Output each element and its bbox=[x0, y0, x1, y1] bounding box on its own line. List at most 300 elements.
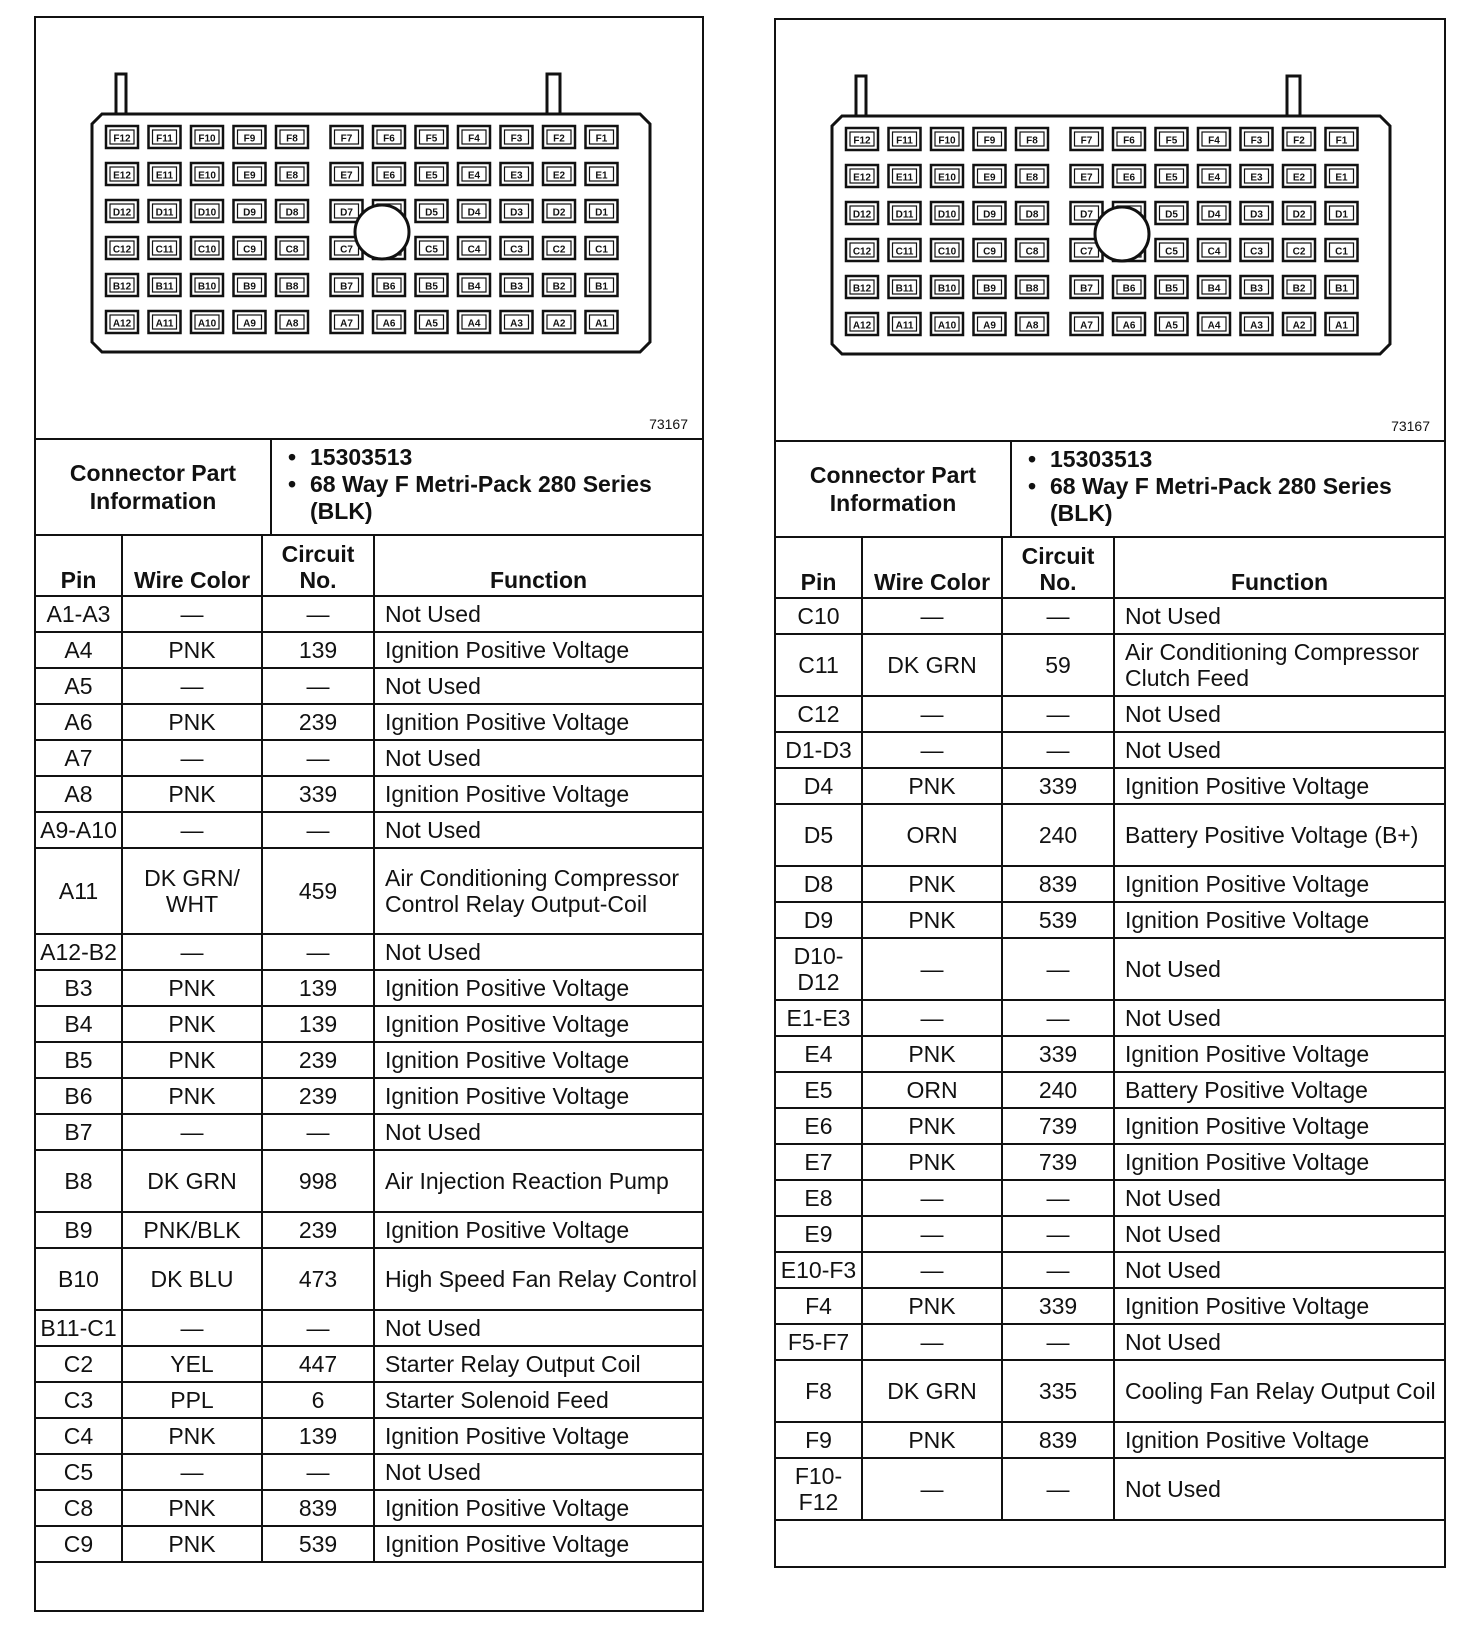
terminal-cavity-f3 bbox=[501, 126, 533, 148]
svg-text:B7: B7 bbox=[1080, 283, 1093, 295]
svg-text:F9: F9 bbox=[243, 133, 256, 145]
svg-text:F12: F12 bbox=[113, 133, 131, 145]
svg-text:C2: C2 bbox=[1292, 246, 1306, 258]
svg-text:E2: E2 bbox=[552, 170, 566, 182]
terminal-cavity-e3 bbox=[1241, 165, 1273, 187]
function-cell: Ignition Positive Voltage bbox=[374, 970, 702, 1006]
pin-cell: E1-E3 bbox=[776, 1000, 862, 1036]
terminal-cavity-b7 bbox=[331, 274, 363, 296]
svg-text:D11: D11 bbox=[155, 207, 174, 219]
wire-color-cell: PNK bbox=[862, 1144, 1002, 1180]
svg-text:D3: D3 bbox=[1250, 209, 1263, 221]
terminal-cavity-b8 bbox=[276, 274, 308, 296]
function-cell: Not Used bbox=[1114, 696, 1444, 732]
function-cell: Ignition Positive Voltage bbox=[1114, 902, 1444, 938]
terminal-cavity-d10 bbox=[931, 202, 963, 224]
header-wire-color: Wire Color bbox=[122, 536, 262, 596]
terminal-cavity-a1 bbox=[586, 311, 618, 333]
terminal-cavity-f8 bbox=[276, 126, 308, 148]
header-circuit-no: Circuit No. bbox=[1002, 538, 1114, 598]
circuit-cell: 473 bbox=[262, 1248, 374, 1310]
terminal-cavity-d4 bbox=[1198, 202, 1230, 224]
svg-text:A12: A12 bbox=[852, 320, 872, 332]
wire-color-cell: — bbox=[862, 1252, 1002, 1288]
svg-text:D1: D1 bbox=[595, 207, 608, 219]
pin-cell: E10-F3 bbox=[776, 1252, 862, 1288]
pin-cell: F10- F12 bbox=[776, 1458, 862, 1520]
connector-face-diagram bbox=[776, 20, 1444, 440]
terminal-cavity-d5 bbox=[1156, 202, 1188, 224]
svg-text:B10: B10 bbox=[197, 281, 217, 293]
terminal-cavity-d11 bbox=[149, 200, 181, 222]
wire-color-cell: — bbox=[122, 812, 262, 848]
svg-text:E9: E9 bbox=[243, 170, 256, 182]
svg-text:A12: A12 bbox=[112, 318, 132, 330]
function-cell: Not Used bbox=[1114, 1324, 1444, 1360]
function-cell: Ignition Positive Voltage bbox=[374, 1212, 702, 1248]
pin-cell: D10- D12 bbox=[776, 938, 862, 1000]
function-cell: Not Used bbox=[1114, 598, 1444, 634]
circuit-cell: — bbox=[262, 1454, 374, 1490]
function-cell: Starter Relay Output Coil bbox=[374, 1346, 702, 1382]
terminal-cavity-c8 bbox=[276, 237, 308, 259]
wire-color-cell: — bbox=[122, 1310, 262, 1346]
terminal-cavity-f1 bbox=[586, 126, 618, 148]
wire-color-cell: PNK bbox=[122, 1490, 262, 1526]
svg-text:B6: B6 bbox=[1122, 283, 1136, 295]
function-cell: Ignition Positive Voltage bbox=[374, 1490, 702, 1526]
wire-color-cell: PNK bbox=[862, 1036, 1002, 1072]
terminal-cavity-a6 bbox=[1113, 313, 1145, 335]
svg-text:B1: B1 bbox=[595, 281, 608, 293]
svg-text:C11: C11 bbox=[155, 244, 174, 256]
figure-number: 73167 bbox=[1391, 418, 1430, 434]
terminal-cavity-b3 bbox=[1241, 276, 1273, 298]
circuit-cell: 539 bbox=[1002, 902, 1114, 938]
svg-text:D11: D11 bbox=[895, 209, 914, 221]
terminal-cavity-b1 bbox=[1326, 276, 1358, 298]
svg-text:B7: B7 bbox=[340, 281, 353, 293]
svg-text:A1: A1 bbox=[595, 318, 608, 330]
svg-text:A8: A8 bbox=[285, 318, 299, 330]
function-cell: Not Used bbox=[374, 1454, 702, 1490]
svg-text:B1: B1 bbox=[1335, 283, 1348, 295]
terminal-cavity-c11 bbox=[889, 239, 921, 261]
svg-text:E9: E9 bbox=[983, 172, 996, 184]
terminal-cavity-a10 bbox=[191, 311, 223, 333]
svg-text:A5: A5 bbox=[425, 318, 438, 330]
terminal-cavity-b6 bbox=[1113, 276, 1145, 298]
wire-color-cell: DK GRN bbox=[862, 634, 1002, 696]
svg-text:F3: F3 bbox=[1250, 135, 1263, 147]
connector-panel-right bbox=[774, 18, 1446, 1568]
terminal-cavity-e5 bbox=[1156, 165, 1188, 187]
wire-color-cell: PNK bbox=[862, 1108, 1002, 1144]
circuit-cell: 139 bbox=[262, 632, 374, 668]
pin-cell: C3 bbox=[36, 1382, 122, 1418]
svg-text:C9: C9 bbox=[243, 244, 256, 256]
svg-text:A4: A4 bbox=[467, 318, 481, 330]
pin-cell: B4 bbox=[36, 1006, 122, 1042]
terminal-cavity-b4 bbox=[1198, 276, 1230, 298]
terminal-cavity-d3 bbox=[501, 200, 533, 222]
table-row bbox=[36, 934, 702, 970]
svg-text:A2: A2 bbox=[552, 318, 566, 330]
function-cell: Not Used bbox=[1114, 732, 1444, 768]
table-row bbox=[36, 1212, 702, 1248]
svg-text:E7: E7 bbox=[340, 170, 353, 182]
terminal-cavity-d4 bbox=[458, 200, 490, 222]
function-cell: Ignition Positive Voltage bbox=[374, 1526, 702, 1562]
connector-key-circle bbox=[1095, 207, 1149, 261]
svg-text:E4: E4 bbox=[1207, 172, 1221, 184]
svg-text:F6: F6 bbox=[383, 133, 395, 145]
svg-text:F10: F10 bbox=[198, 133, 216, 145]
function-cell: Not Used bbox=[1114, 938, 1444, 1000]
table-row bbox=[776, 1216, 1444, 1252]
table-row bbox=[776, 866, 1444, 902]
wire-color-cell: DK GRN bbox=[862, 1360, 1002, 1422]
terminal-cavity-c9 bbox=[234, 237, 266, 259]
svg-text:B10: B10 bbox=[937, 283, 957, 295]
svg-text:F4: F4 bbox=[468, 133, 480, 145]
svg-text:D2: D2 bbox=[552, 207, 566, 219]
circuit-cell: — bbox=[262, 812, 374, 848]
table-row bbox=[36, 1490, 702, 1526]
terminal-cavity-f1 bbox=[1326, 128, 1358, 150]
part-number: • 15303513 bbox=[1050, 446, 1444, 473]
connector-diagram bbox=[776, 20, 1444, 442]
svg-text:B12: B12 bbox=[852, 283, 872, 295]
pin-cell: A11 bbox=[36, 848, 122, 934]
header-pin: Pin bbox=[776, 538, 862, 598]
terminal-cavity-a6 bbox=[373, 311, 405, 333]
terminal-cavity-a3 bbox=[501, 311, 533, 333]
table-row bbox=[36, 776, 702, 812]
wire-color-cell: PNK bbox=[862, 1422, 1002, 1458]
terminal-cavity-e8 bbox=[1016, 165, 1048, 187]
terminal-cavity-d1 bbox=[586, 200, 618, 222]
svg-text:B12: B12 bbox=[112, 281, 132, 293]
table-row bbox=[36, 812, 702, 848]
svg-text:C8: C8 bbox=[285, 244, 299, 256]
terminal-cavity-f2 bbox=[543, 126, 575, 148]
svg-text:E12: E12 bbox=[113, 170, 131, 182]
svg-text:F7: F7 bbox=[1080, 135, 1093, 147]
svg-text:C2: C2 bbox=[552, 244, 566, 256]
table-row bbox=[776, 1000, 1444, 1036]
pin-cell: D9 bbox=[776, 902, 862, 938]
table-row bbox=[776, 696, 1444, 732]
svg-text:D5: D5 bbox=[425, 207, 438, 219]
circuit-cell: — bbox=[1002, 1458, 1114, 1520]
terminal-cavity-e12 bbox=[846, 165, 878, 187]
wire-color-cell: PNK bbox=[122, 970, 262, 1006]
svg-text:F3: F3 bbox=[510, 133, 523, 145]
svg-text:E7: E7 bbox=[1080, 172, 1093, 184]
terminal-cavity-b12 bbox=[106, 274, 138, 296]
terminal-cavity-e11 bbox=[149, 163, 181, 185]
terminal-cavity-a3 bbox=[1241, 313, 1273, 335]
svg-text:B3: B3 bbox=[510, 281, 523, 293]
circuit-cell: 339 bbox=[1002, 768, 1114, 804]
table-row bbox=[776, 1324, 1444, 1360]
terminal-cavity-b10 bbox=[191, 274, 223, 296]
circuit-cell: 239 bbox=[262, 1078, 374, 1114]
terminal-cavity-a8 bbox=[1016, 313, 1048, 335]
svg-text:F1: F1 bbox=[595, 133, 608, 145]
svg-text:C5: C5 bbox=[425, 244, 438, 256]
terminal-cavity-d11 bbox=[889, 202, 921, 224]
svg-text:E10: E10 bbox=[198, 170, 216, 182]
connector-part-info-items bbox=[1012, 442, 1444, 536]
wire-color-cell: PNK bbox=[122, 632, 262, 668]
circuit-cell: 339 bbox=[1002, 1036, 1114, 1072]
terminal-cavity-c9 bbox=[974, 239, 1006, 261]
svg-text:D9: D9 bbox=[243, 207, 256, 219]
svg-text:C1: C1 bbox=[595, 244, 608, 256]
circuit-cell: 335 bbox=[1002, 1360, 1114, 1422]
terminal-cavity-a5 bbox=[1156, 313, 1188, 335]
terminal-cavity-e2 bbox=[1283, 165, 1315, 187]
svg-text:B8: B8 bbox=[285, 281, 299, 293]
pin-cell: D5 bbox=[776, 804, 862, 866]
svg-text:E2: E2 bbox=[1292, 172, 1306, 184]
svg-text:B5: B5 bbox=[425, 281, 438, 293]
terminal-cavity-a2 bbox=[1283, 313, 1315, 335]
pin-cell: B5 bbox=[36, 1042, 122, 1078]
terminal-cavity-d1 bbox=[1326, 202, 1358, 224]
terminal-cavity-a8 bbox=[276, 311, 308, 333]
connector-type: • 68 Way F Metri-Pack 280 Series (BLK) bbox=[310, 471, 702, 525]
table-row bbox=[776, 902, 1444, 938]
terminal-cavity-b7 bbox=[1071, 276, 1103, 298]
wire-color-cell: PNK bbox=[122, 1006, 262, 1042]
pin-cell: F9 bbox=[776, 1422, 862, 1458]
circuit-cell: 739 bbox=[1002, 1144, 1114, 1180]
terminal-cavity-c4 bbox=[1198, 239, 1230, 261]
circuit-cell: 239 bbox=[262, 704, 374, 740]
terminal-cavity-f7 bbox=[331, 126, 363, 148]
svg-text:F8: F8 bbox=[286, 133, 298, 145]
terminal-cavity-f9 bbox=[234, 126, 266, 148]
wire-color-cell: — bbox=[862, 696, 1002, 732]
circuit-cell: — bbox=[1002, 696, 1114, 732]
circuit-cell: — bbox=[1002, 732, 1114, 768]
table-row bbox=[36, 848, 702, 934]
wire-color-cell: PNK bbox=[122, 1418, 262, 1454]
wire-color-cell: — bbox=[122, 1114, 262, 1150]
wire-color-cell: DK GRN/ WHT bbox=[122, 848, 262, 934]
function-cell: Ignition Positive Voltage bbox=[374, 1078, 702, 1114]
function-cell: Not Used bbox=[374, 1114, 702, 1150]
svg-text:A6: A6 bbox=[382, 318, 396, 330]
circuit-cell: 839 bbox=[262, 1490, 374, 1526]
circuit-cell: 447 bbox=[262, 1346, 374, 1382]
pin-cell: A12-B2 bbox=[36, 934, 122, 970]
svg-text:A7: A7 bbox=[340, 318, 353, 330]
function-cell: Battery Positive Voltage bbox=[1114, 1072, 1444, 1108]
function-cell: Ignition Positive Voltage bbox=[1114, 1108, 1444, 1144]
terminal-cavity-f5 bbox=[1156, 128, 1188, 150]
function-cell: Not Used bbox=[1114, 1252, 1444, 1288]
pin-cell: A5 bbox=[36, 668, 122, 704]
svg-text:C8: C8 bbox=[1025, 246, 1039, 258]
function-cell: Not Used bbox=[1114, 1180, 1444, 1216]
terminal-cavity-f8 bbox=[1016, 128, 1048, 150]
connector-face-diagram bbox=[36, 18, 702, 438]
function-cell: Not Used bbox=[1114, 1216, 1444, 1252]
terminal-cavity-a7 bbox=[1071, 313, 1103, 335]
circuit-cell: — bbox=[262, 668, 374, 704]
terminal-cavity-a12 bbox=[106, 311, 138, 333]
svg-text:D5: D5 bbox=[1165, 209, 1178, 221]
svg-text:B2: B2 bbox=[1292, 283, 1306, 295]
circuit-cell: — bbox=[262, 740, 374, 776]
circuit-cell: — bbox=[1002, 938, 1114, 1000]
svg-text:B5: B5 bbox=[1165, 283, 1178, 295]
terminal-cavity-a4 bbox=[458, 311, 490, 333]
table-row bbox=[36, 1150, 702, 1212]
wire-color-cell: PNK bbox=[122, 1042, 262, 1078]
table-row bbox=[776, 598, 1444, 634]
terminal-cavity-f10 bbox=[931, 128, 963, 150]
terminal-cavity-b10 bbox=[931, 276, 963, 298]
wire-color-cell: PPL bbox=[122, 1382, 262, 1418]
svg-text:A3: A3 bbox=[510, 318, 523, 330]
function-cell: Ignition Positive Voltage bbox=[1114, 768, 1444, 804]
circuit-cell: 239 bbox=[262, 1212, 374, 1248]
terminal-cavity-f3 bbox=[1241, 128, 1273, 150]
terminal-cavity-b11 bbox=[889, 276, 921, 298]
svg-text:D9: D9 bbox=[983, 209, 996, 221]
circuit-cell: 139 bbox=[262, 1418, 374, 1454]
svg-text:C5: C5 bbox=[1165, 246, 1178, 258]
circuit-cell: 739 bbox=[1002, 1108, 1114, 1144]
header-pin: Pin bbox=[36, 536, 122, 596]
svg-text:D10: D10 bbox=[197, 207, 217, 219]
svg-text:E3: E3 bbox=[1250, 172, 1263, 184]
table-row bbox=[36, 704, 702, 740]
function-cell: Battery Positive Voltage (B+) bbox=[1114, 804, 1444, 866]
circuit-cell: 839 bbox=[1002, 1422, 1114, 1458]
circuit-cell: 240 bbox=[1002, 1072, 1114, 1108]
terminal-cavity-e12 bbox=[106, 163, 138, 185]
terminal-cavity-c10 bbox=[931, 239, 963, 261]
svg-text:C1: C1 bbox=[1335, 246, 1348, 258]
function-cell: High Speed Fan Relay Control bbox=[374, 1248, 702, 1310]
terminal-cavity-f11 bbox=[889, 128, 921, 150]
terminal-cavity-b5 bbox=[416, 274, 448, 296]
svg-text:F2: F2 bbox=[1293, 135, 1305, 147]
pin-cell: D4 bbox=[776, 768, 862, 804]
circuit-cell: 139 bbox=[262, 1006, 374, 1042]
terminal-cavity-e7 bbox=[1071, 165, 1103, 187]
svg-text:E3: E3 bbox=[510, 170, 523, 182]
svg-text:D7: D7 bbox=[1080, 209, 1093, 221]
function-cell: Not Used bbox=[374, 596, 702, 632]
pin-cell: F4 bbox=[776, 1288, 862, 1324]
svg-text:A9: A9 bbox=[983, 320, 996, 332]
pin-table bbox=[776, 538, 1444, 1521]
svg-text:F9: F9 bbox=[983, 135, 996, 147]
table-row bbox=[776, 938, 1444, 1000]
terminal-cavity-e2 bbox=[543, 163, 575, 185]
connector-part-info bbox=[36, 440, 702, 536]
terminal-cavity-b6 bbox=[373, 274, 405, 296]
terminal-cavity-c1 bbox=[1326, 239, 1358, 261]
svg-text:D4: D4 bbox=[1207, 209, 1221, 221]
svg-text:D7: D7 bbox=[340, 207, 353, 219]
table-row bbox=[36, 1346, 702, 1382]
table-row bbox=[36, 1248, 702, 1310]
pin-cell: E7 bbox=[776, 1144, 862, 1180]
pin-cell: C10 bbox=[776, 598, 862, 634]
wire-color-cell: — bbox=[862, 732, 1002, 768]
svg-text:C9: C9 bbox=[983, 246, 996, 258]
svg-text:E8: E8 bbox=[285, 170, 299, 182]
connector-part-info-label: Connector Part Information bbox=[36, 440, 272, 534]
svg-text:E11: E11 bbox=[895, 172, 914, 184]
circuit-cell: 998 bbox=[262, 1150, 374, 1212]
wire-color-cell: PNK bbox=[122, 776, 262, 812]
function-cell: Ignition Positive Voltage bbox=[374, 632, 702, 668]
svg-text:B6: B6 bbox=[382, 281, 396, 293]
terminal-cavity-a9 bbox=[234, 311, 266, 333]
terminal-cavity-c11 bbox=[149, 237, 181, 259]
circuit-cell: 539 bbox=[262, 1526, 374, 1562]
wire-color-cell: — bbox=[122, 596, 262, 632]
circuit-cell: — bbox=[262, 1114, 374, 1150]
circuit-cell: 239 bbox=[262, 1042, 374, 1078]
function-cell: Ignition Positive Voltage bbox=[374, 1418, 702, 1454]
terminal-cavity-a2 bbox=[543, 311, 575, 333]
table-row bbox=[776, 1072, 1444, 1108]
terminal-cavity-c12 bbox=[106, 237, 138, 259]
connector-part-info-items bbox=[272, 440, 702, 534]
pin-cell: B3 bbox=[36, 970, 122, 1006]
circuit-cell: — bbox=[1002, 1216, 1114, 1252]
svg-text:A5: A5 bbox=[1165, 320, 1178, 332]
table-row bbox=[36, 1078, 702, 1114]
connector-panel-left bbox=[34, 16, 704, 1612]
wire-color-cell: PNK bbox=[862, 768, 1002, 804]
pin-cell: B10 bbox=[36, 1248, 122, 1310]
wire-color-cell: YEL bbox=[122, 1346, 262, 1382]
svg-text:E6: E6 bbox=[1122, 172, 1136, 184]
terminal-cavity-f12 bbox=[846, 128, 878, 150]
pin-cell: E6 bbox=[776, 1108, 862, 1144]
svg-text:B11: B11 bbox=[895, 283, 914, 295]
svg-text:A6: A6 bbox=[1122, 320, 1136, 332]
table-row bbox=[776, 804, 1444, 866]
svg-text:C11: C11 bbox=[895, 246, 914, 258]
function-cell: Not Used bbox=[374, 668, 702, 704]
svg-text:D2: D2 bbox=[1292, 209, 1306, 221]
function-cell: Ignition Positive Voltage bbox=[1114, 1422, 1444, 1458]
terminal-cavity-f5 bbox=[416, 126, 448, 148]
wire-color-cell: — bbox=[122, 740, 262, 776]
svg-text:E10: E10 bbox=[938, 172, 956, 184]
table-row bbox=[776, 1144, 1444, 1180]
svg-text:E1: E1 bbox=[1335, 172, 1348, 184]
wire-color-cell: — bbox=[862, 598, 1002, 634]
pin-cell: C8 bbox=[36, 1490, 122, 1526]
figure-number: 73167 bbox=[649, 416, 688, 432]
pin-cell: E9 bbox=[776, 1216, 862, 1252]
function-cell: Ignition Positive Voltage bbox=[374, 1006, 702, 1042]
terminal-cavity-e4 bbox=[1198, 165, 1230, 187]
